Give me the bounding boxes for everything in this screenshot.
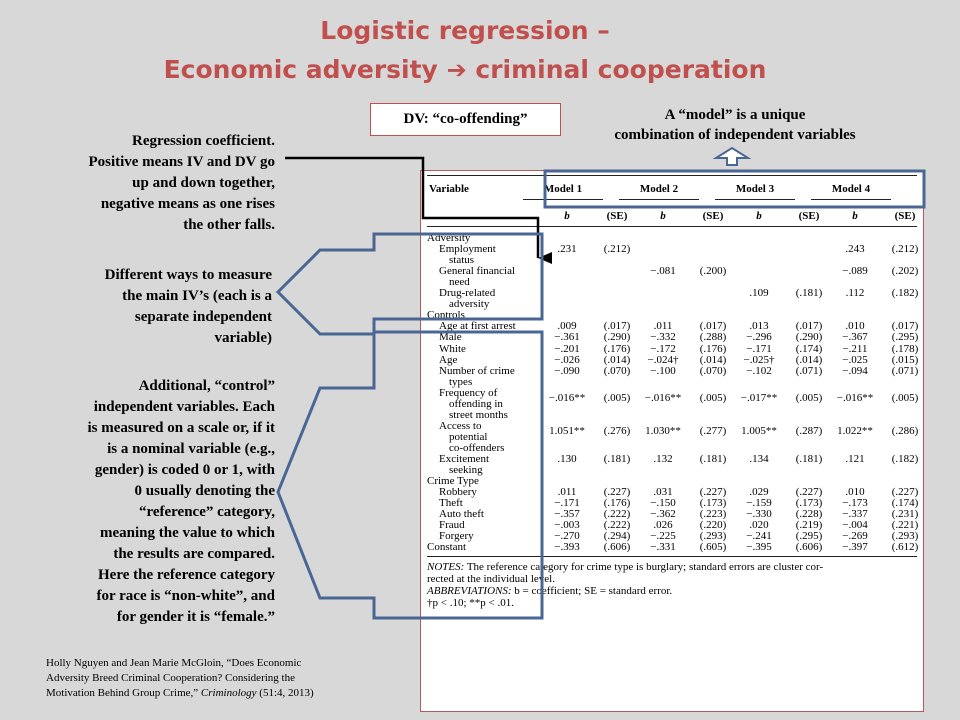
row-label-line: Constant [427,541,467,554]
table-cell: (.173) [795,497,823,510]
table-cell: −.024† [647,353,679,366]
table-cell: .134 [749,453,769,465]
table-cell: .029 [749,486,769,499]
column-header: (SE) [894,210,916,222]
table-cell: (.174) [795,342,823,355]
table-cell: (.174) [891,497,919,510]
table-cell: .132 [653,453,673,465]
table-cell: (.605) [699,541,727,554]
table-cell: (.014) [699,353,727,366]
model-header: Model 2 [639,183,679,195]
table-cell: (.612) [891,541,919,554]
table-cell: (.295) [795,530,823,543]
table-cell: (.293) [891,530,919,543]
table-cell: (.222) [603,519,631,532]
note-line: is measured on a scale or, if it [87,420,275,436]
row-label-line: Theft [439,497,463,510]
table-cell: −.201 [554,342,580,355]
table-cell: −.397 [842,541,868,554]
table-cell: (.070) [603,364,631,377]
coefficient-arrow-icon [538,252,552,264]
table-cell: .011 [653,320,673,333]
note-line: separate independent [134,309,272,325]
row-label-line: Age [439,353,458,366]
notes-text: The reference category for crime type is burglary; standard errors are cluster cor- [464,561,824,574]
row-label-line: White [439,342,466,355]
table-cell: (.286) [891,425,919,438]
row-label-line: adversity [449,298,490,311]
model-header: Model 1 [543,183,583,195]
adversity-bracket-arrow [278,234,542,334]
table-cell: −.004 [842,519,868,532]
table-cell: .130 [557,453,577,465]
row-label-line: co-offenders [449,441,505,454]
note-line: Additional, “control” [138,378,275,394]
table-cell: −.171 [746,342,772,355]
table-cell: −.003 [554,519,580,532]
table-cell: (.173) [699,497,727,510]
table-cell: (.178) [891,342,919,355]
table-cell: .009 [557,320,577,333]
table-cell: −.150 [650,497,676,510]
table-cell: −.094 [842,364,868,377]
note-line: is a nominal variable (e.g., [107,441,275,457]
row-label-line: Adversity [427,232,471,244]
model-note-line: A “model” is a unique [664,107,806,123]
note-line: Different ways to measure [104,267,272,283]
row-label-line: need [449,276,470,289]
table-cell: (.005) [603,392,631,405]
table-cell: −.241 [746,530,772,543]
table-cell: −.171 [554,497,580,510]
table-cell: (.606) [795,541,823,554]
variable-header: Variable [429,183,469,195]
note-line: the results are compared. [113,546,275,562]
table-cell: −.026 [554,353,580,366]
table-cell: (.231) [891,508,919,521]
table-cell: 1.030** [645,425,681,438]
table-cell: (.227) [795,486,823,499]
table-cell: (.070) [699,364,727,377]
table-cell: −.016** [836,392,874,405]
table-cell: (.277) [699,425,727,438]
table-cell: (.017) [603,320,631,333]
dv-box: DV: “co-offending” [370,103,561,136]
table-cell: −.331 [650,541,676,554]
note-line: gender) is coded 0 or 1, with [94,462,275,478]
row-label-line: Male [439,331,462,344]
title-part-2: criminal cooperation [475,55,767,84]
row-label-line: General financial [439,265,516,278]
abbr-text: b = coefficient; SE = standard error. [511,585,673,598]
table-cell: (.182) [891,287,919,300]
table-cell: (.288) [699,331,727,344]
table-cell: (.287) [795,425,823,438]
row-label-line: Number of crime [439,364,515,377]
row-label-line: potential [449,430,488,443]
note-line: 0 usually denoting the [134,483,275,499]
row-label-line: Excitement [439,453,490,465]
coefficient-leader-line [285,158,538,258]
table-cell: −.100 [650,364,676,377]
row-label-line: status [449,254,475,267]
table-cell: −.172 [650,342,676,355]
notes-label: NOTES: [427,561,465,574]
row-label-line: types [449,375,473,388]
table-cell: 1.051** [549,425,585,438]
table-cell: (.293) [699,530,727,543]
table-cell: −.081 [650,265,676,278]
citation-line: Adversity Breed Criminal Cooperation? Considering the [46,672,295,684]
table-cell: −.357 [554,508,580,521]
table-cell: −.330 [746,508,772,521]
table-cell: −.090 [554,364,580,377]
row-label-line: Age at first arrest [439,320,516,333]
table-cell: (.017) [891,320,919,333]
table-cell: (.014) [795,353,823,366]
note-line: Positive means IV and DV go [88,154,275,170]
table-cell: (.227) [603,486,631,499]
table-significance-line: †p < .10; **p < .01. [427,597,514,610]
table-cell: (.181) [699,453,727,465]
column-header: b [852,210,858,222]
table-cell: (.176) [603,342,631,355]
table-cell: (.015) [891,353,919,366]
table-cell: (.181) [795,287,823,300]
table-cell: −.211 [842,342,868,355]
table-cell: .031 [653,486,673,499]
row-label-line: Auto theft [439,508,484,521]
table-cell: −.296 [746,331,772,344]
table-cell: .013 [749,320,769,333]
table-cell: −.270 [554,530,580,543]
table-cell: (.017) [699,320,727,333]
model-header: Model 3 [735,183,775,195]
table-cell: (.227) [699,486,727,499]
table-cell: −.016** [644,392,682,405]
table-cell: (.212) [891,243,919,256]
model-note-line: combination of independent variables [614,127,856,143]
table-cell: (.219) [795,519,823,532]
table-cell: (.220) [699,519,727,532]
table-cell: −.173 [842,497,868,510]
table-cell: .026 [653,519,673,532]
model-header: Model 4 [831,183,871,195]
abbr-label: ABBREVIATIONS: [427,585,512,598]
table-cell: (.071) [891,364,919,377]
table-cell: (.181) [603,453,631,465]
table-cell: (.227) [891,486,919,499]
column-header: b [756,210,762,222]
citation-text: Motivation Behind Group Crime,” [46,687,201,699]
table-cell: (.295) [891,331,919,344]
table-cell: −.332 [650,331,676,344]
model-bracket [545,171,924,207]
column-header: b [660,210,666,222]
citation-text: (51:4, 2013) [256,687,314,699]
row-label-line: Robbery [439,486,477,499]
table-cell: (.017) [795,320,823,333]
table-cell: .231 [557,243,577,256]
citation-line: Holly Nguyen and Jean Marie McGloin, “Does Economic [46,657,302,669]
note-line: Here the reference category [98,567,275,583]
citation-journal: Criminology [200,687,257,699]
row-label-line: street months [449,408,508,421]
row-label-line: Drug-related [439,287,496,300]
table-cell: −.089 [842,265,868,278]
note-line: “reference” category, [138,504,275,520]
column-header: (SE) [606,210,628,222]
row-label-line: Fraud [439,519,465,532]
table-cell: (.176) [699,342,727,355]
table-cell: (.294) [603,530,631,543]
table-cell: .243 [845,243,865,256]
table-cell: (.212) [603,243,631,256]
note-line: for race is “non-white”, and [96,588,275,604]
note-line: the other falls. [183,217,275,233]
table-cell: −.269 [842,530,868,543]
table-cell: (.014) [603,353,631,366]
table-cell: −.016** [548,392,586,405]
table-cell: (.202) [891,265,919,278]
table-cell: (.005) [891,392,919,405]
table-notes-line: rected at the individual level. [427,573,555,586]
table-cell: (.223) [699,508,727,521]
controls-bracket-arrow [278,332,542,618]
table-cell: −.395 [746,541,772,554]
table-cell: (.290) [603,331,631,344]
title-part-1: Economic adversity [163,55,438,84]
table-cell: (.221) [891,519,919,532]
note-line: up and down together, [132,175,275,191]
note-line: variable) [214,330,272,346]
note-line: Regression coefficient. [131,133,275,149]
table-cell: −.025† [743,353,775,366]
table-cell: .109 [749,287,769,300]
row-label-line: Frequency of [439,386,498,399]
table-cell: −.102 [746,364,772,377]
row-label-line: Access to [439,419,482,432]
column-header: (SE) [798,210,820,222]
table-cell: −.159 [746,497,772,510]
table-cell: .020 [749,519,769,532]
table-cell: 1.022** [837,425,873,438]
row-label-line: Controls [427,309,465,322]
row-label-line: Forgery [439,530,474,543]
table-cell: .010 [845,486,865,499]
table-cell: −.361 [554,331,580,344]
note-line: for gender it is “female.” [116,609,275,625]
column-header: b [564,210,570,222]
table-cell: −.025 [842,353,868,366]
table-cell: (.606) [603,541,631,554]
table-cell: (.071) [795,364,823,377]
table-cell: (.200) [699,265,727,278]
table-cell: 1.005** [741,425,777,438]
table-cell: .011 [557,486,577,499]
table-cell: .121 [845,453,865,465]
table-cell: −.367 [842,331,868,344]
note-line: the main IV’s (each is a [122,288,272,304]
note-line: independent variables. Each [93,399,275,415]
right-arrow-icon: ➔ [446,56,467,84]
table-cell: (.181) [795,453,823,465]
table-cell: −.337 [842,508,868,521]
table-cell: −.225 [650,530,676,543]
note-line: negative means as one rises [100,196,275,212]
column-header: (SE) [702,210,724,222]
row-label-line: offending in [449,397,503,410]
title-line-1: Logistic regression – [320,16,610,45]
table-cell: (.005) [699,392,727,405]
table-cell: .010 [845,320,865,333]
note-line: meaning the value to which [99,525,275,541]
row-label-line: seeking [449,464,483,477]
table-cell: (.276) [603,425,631,438]
row-label-line: Employment [439,243,496,256]
table-cell: (.222) [603,508,631,521]
table-cell: (.176) [603,497,631,510]
table-cell: −.393 [554,541,580,554]
table-cell: (.005) [795,392,823,405]
up-arrow-icon [716,148,748,165]
table-cell: −.362 [650,508,676,521]
row-label-line: Crime Type [427,475,479,488]
table-cell: (.228) [795,508,823,521]
table-cell: (.182) [891,453,919,465]
table-cell: (.290) [795,331,823,344]
table-cell: −.017** [740,392,778,405]
table-cell: .112 [845,287,865,300]
